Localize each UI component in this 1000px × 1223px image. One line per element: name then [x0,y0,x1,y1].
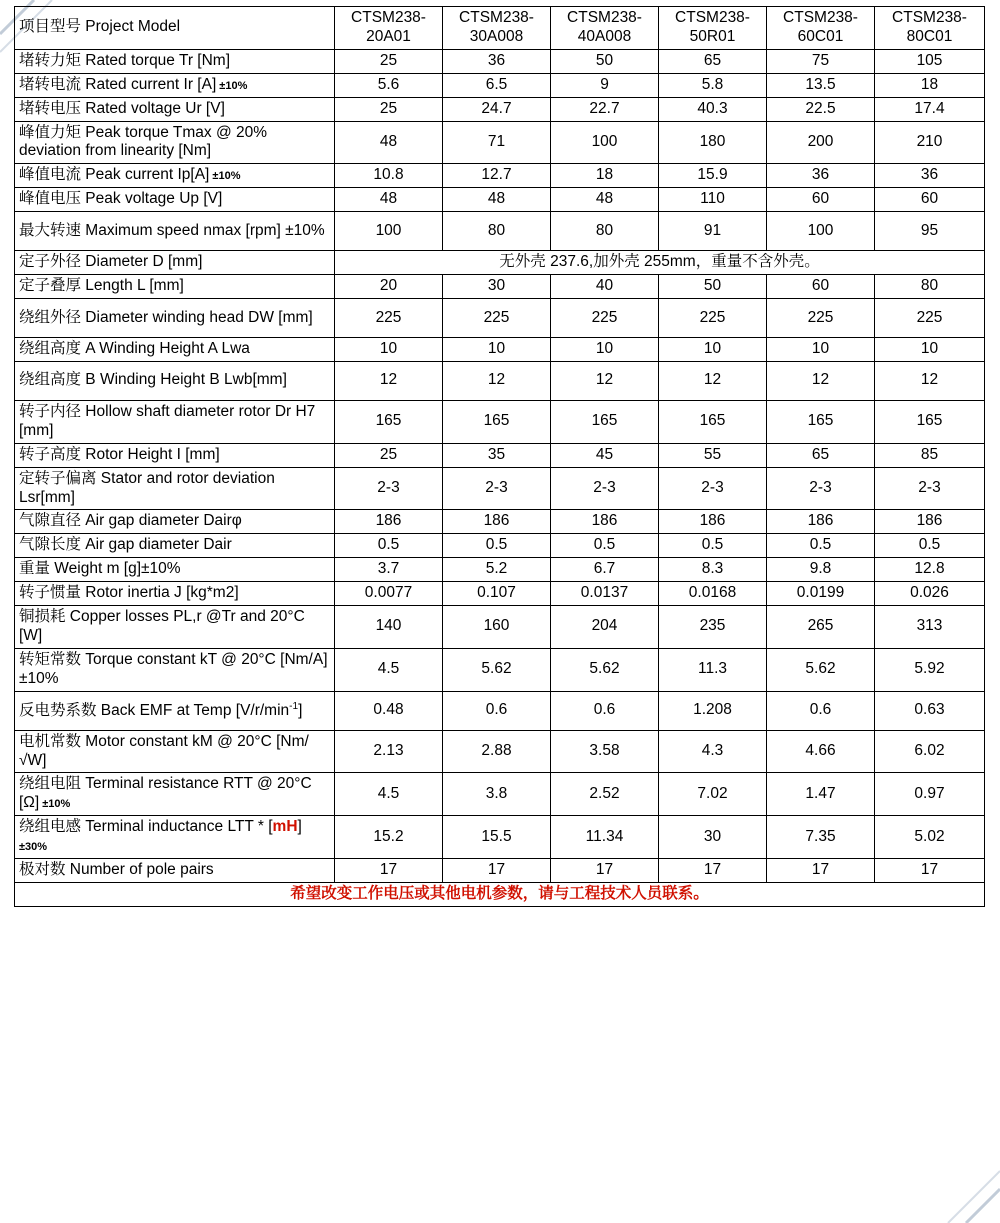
table-row [15,298,985,337]
row-value: 186 [767,510,875,534]
row-label: 峰值电压 Peak voltage Up [V] [15,188,335,212]
row-value: 9 [551,73,659,97]
row-value: 35 [443,443,551,467]
table-row [15,97,985,121]
row-value: 5.92 [875,648,985,691]
row-value: 160 [443,606,551,649]
row-label: 气隙长度 Air gap diameter Dair [15,534,335,558]
row-value: 22.7 [551,97,659,121]
row-value: 1.47 [767,773,875,816]
row-value: 80 [551,212,659,251]
row-value: 55 [659,443,767,467]
row-value: 186 [551,510,659,534]
row-label-tolerance: ±10% [216,79,248,92]
row-label: 转子惯量 Rotor inertia J [kg*m2] [15,582,335,606]
row-merged-value: 无外壳 237.6,加外壳 255mm，重量不含外壳。 [335,251,985,275]
table-row [15,606,985,649]
row-value: 12.8 [875,558,985,582]
row-value: 0.0077 [335,582,443,606]
row-value: 165 [767,400,875,443]
table-row [15,534,985,558]
row-label: 电机常数 Motor constant kM @ 20°C [Nm/√W] [15,730,335,773]
row-value: 22.5 [767,97,875,121]
row-value: 50 [659,275,767,299]
row-value: 225 [767,298,875,337]
row-value: 3.8 [443,773,551,816]
row-value: 210 [875,121,985,164]
row-label: 峰值力矩 Peak torque Tmax @ 20% deviation from linearity [Nm] [15,121,335,164]
row-value: 265 [767,606,875,649]
row-value: 5.62 [551,648,659,691]
row-value: 225 [335,298,443,337]
row-value: 10 [551,337,659,361]
header-cell-model-4: CTSM238-50R01 [659,7,767,50]
header-cell-project-model: 项目型号 Project Model [15,7,335,50]
table-footer-row [15,883,985,907]
row-value: 36 [767,164,875,188]
row-value: 12 [659,361,767,400]
row-value: 15.9 [659,164,767,188]
row-value: 2.52 [551,773,659,816]
row-label: 绕组外径 Diameter winding head DW [mm] [15,298,335,337]
row-value: 60 [767,275,875,299]
table-row [15,212,985,251]
row-label: 定子外径 Diameter D [mm] [15,251,335,275]
row-label: 堵转电压 Rated voltage Ur [V] [15,97,335,121]
row-label: 气隙直径 Air gap diameter Dairφ [15,510,335,534]
row-value: 12 [335,361,443,400]
row-label: 定子叠厚 Length L [mm] [15,275,335,299]
table-row [15,164,985,188]
row-value: 100 [551,121,659,164]
row-value: 48 [443,188,551,212]
row-value: 204 [551,606,659,649]
table-row [15,361,985,400]
row-value: 25 [335,49,443,73]
row-value: 6.02 [875,730,985,773]
row-value: 180 [659,121,767,164]
row-label: 反电势系数 Back EMF at Temp $[V/r/\min^{-1}]$ [15,691,335,730]
row-value: 11.3 [659,648,767,691]
row-label: 转矩常数 Torque constant kT @ 20°C [Nm/A] ±10% [15,648,335,691]
row-value: 17 [443,859,551,883]
row-label: 绕组电感 Terminal inductance LTT * [mH] ±30% [15,816,335,859]
row-value: 2.13 [335,730,443,773]
row-value: 5.2 [443,558,551,582]
row-value: 235 [659,606,767,649]
row-value: 225 [875,298,985,337]
row-value: 50 [551,49,659,73]
row-value: 36 [875,164,985,188]
table-row [15,251,985,275]
row-value: 10 [767,337,875,361]
row-value: 9.8 [767,558,875,582]
row-value: 10 [335,337,443,361]
row-value: 80 [875,275,985,299]
table-row [15,773,985,816]
row-value: 40.3 [659,97,767,121]
row-value: 0.0168 [659,582,767,606]
row-label-tolerance: ±30% [19,841,48,854]
row-value: 71 [443,121,551,164]
row-label: 转子内径 Hollow shaft diameter rotor Dr H7 [mm] [15,400,335,443]
header-cell-model-2: CTSM238-30A008 [443,7,551,50]
row-value: 95 [875,212,985,251]
row-label: 极对数 Number of pole pairs [15,859,335,883]
table-row [15,730,985,773]
row-value: 40 [551,275,659,299]
row-value: 48 [335,188,443,212]
row-value: 15.5 [443,816,551,859]
row-value: 0.6 [767,691,875,730]
row-value: 4.3 [659,730,767,773]
row-value: 165 [875,400,985,443]
row-label: 绕组高度 A Winding Height A Lwa [15,337,335,361]
row-value: 165 [659,400,767,443]
row-value: 110 [659,188,767,212]
row-value: 4.5 [335,773,443,816]
row-label: 转子高度 Rotor Height I [mm] [15,443,335,467]
row-value: 17 [767,859,875,883]
row-value: 3.58 [551,730,659,773]
row-value: 12 [767,361,875,400]
row-value: 2-3 [875,467,985,510]
row-value: 30 [443,275,551,299]
row-label: 铜损耗 Copper losses PL,r @Tr and 20°C [W] [15,606,335,649]
row-value: 1.208 [659,691,767,730]
table-row [15,443,985,467]
row-value: 0.0199 [767,582,875,606]
row-value: 25 [335,443,443,467]
table-row [15,691,985,730]
row-value: 200 [767,121,875,164]
table-row [15,188,985,212]
header-cell-model-5: CTSM238-60C01 [767,7,875,50]
row-value: 12.7 [443,164,551,188]
table-row [15,400,985,443]
row-value: 10 [875,337,985,361]
row-value: 60 [767,188,875,212]
row-value: 85 [875,443,985,467]
row-value: 10.8 [335,164,443,188]
row-value: 2-3 [443,467,551,510]
row-value: 5.62 [443,648,551,691]
row-label: 峰值电流 Peak current Ip[A] ±10% [15,164,335,188]
row-value: 0.5 [335,534,443,558]
row-value: 12 [443,361,551,400]
row-value: 0.5 [875,534,985,558]
row-value: 24.7 [443,97,551,121]
row-value: 17 [875,859,985,883]
row-value: 0.5 [551,534,659,558]
row-value: 0.5 [767,534,875,558]
row-value: 65 [767,443,875,467]
table-row [15,467,985,510]
row-label: 堵转力矩 Rated torque Tr [Nm] [15,49,335,73]
header-cell-model-1: CTSM238-20A01 [335,7,443,50]
footer-note: 希望改变工作电压或其他电机参数，请与工程技术人员联系。 [15,883,985,907]
header-cell-model-6: CTSM238-80C01 [875,7,985,50]
row-value: 0.48 [335,691,443,730]
row-value: 100 [335,212,443,251]
table-row [15,582,985,606]
row-value: 17 [335,859,443,883]
row-value: 186 [443,510,551,534]
row-label-tolerance: ±10% [209,170,241,183]
row-value: 0.5 [659,534,767,558]
row-value: 5.6 [335,73,443,97]
row-value: 7.35 [767,816,875,859]
row-value: 186 [335,510,443,534]
spec-sheet [14,6,984,907]
row-value: 5.8 [659,73,767,97]
row-value: 15.2 [335,816,443,859]
row-value: 225 [659,298,767,337]
row-value: 65 [659,49,767,73]
row-value: 18 [875,73,985,97]
row-value: 4.5 [335,648,443,691]
row-value: 13.5 [767,73,875,97]
table-row [15,558,985,582]
table-row [15,49,985,73]
row-value: 313 [875,606,985,649]
page-corner-mark-bottom-right [940,1163,1000,1223]
row-label: 最大转速 Maximum speed nmax [rpm] ±10% [15,212,335,251]
table-row [15,121,985,164]
table-row [15,510,985,534]
row-label: 定转子偏离 Stator and rotor deviation Lsr[mm] [15,467,335,510]
row-value: 2-3 [551,467,659,510]
row-value: 60 [875,188,985,212]
row-value: 48 [551,188,659,212]
row-label: 重量 Weight m [g]±10% [15,558,335,582]
row-label: 堵转电流 Rated current Ir [A] ±10% [15,73,335,97]
row-label-tolerance: ±10% [39,798,71,811]
row-value: 80 [443,212,551,251]
table-row [15,859,985,883]
row-value: 36 [443,49,551,73]
row-value: 2-3 [335,467,443,510]
row-value: 18 [551,164,659,188]
row-value: 11.34 [551,816,659,859]
row-value: 10 [443,337,551,361]
row-value: 225 [551,298,659,337]
row-value: 0.107 [443,582,551,606]
row-value: 165 [443,400,551,443]
row-value: 25 [335,97,443,121]
row-value: 8.3 [659,558,767,582]
row-value: 30 [659,816,767,859]
row-value: 105 [875,49,985,73]
table-row [15,648,985,691]
row-label: 绕组高度 B Winding Height B Lwb[mm] [15,361,335,400]
row-label: 绕组电阻 Terminal resistance RTT @ 20°C [Ω] ±10% [15,773,335,816]
row-value: 45 [551,443,659,467]
row-value: 186 [659,510,767,534]
row-value: 140 [335,606,443,649]
row-value: 0.5 [443,534,551,558]
header-cell-model-3: CTSM238-40A008 [551,7,659,50]
row-value: 0.97 [875,773,985,816]
row-value: 3.7 [335,558,443,582]
row-value: 225 [443,298,551,337]
motor-spec-table [14,6,985,907]
row-value: 12 [875,361,985,400]
row-value: 4.66 [767,730,875,773]
table-row [15,275,985,299]
row-value: 10 [659,337,767,361]
table-row [15,73,985,97]
row-value: 5.62 [767,648,875,691]
row-value: 75 [767,49,875,73]
row-value: 6.5 [443,73,551,97]
row-value: 0.026 [875,582,985,606]
row-value: 2.88 [443,730,551,773]
row-value: 17 [659,859,767,883]
row-value: 165 [335,400,443,443]
row-value: 100 [767,212,875,251]
table-row [15,337,985,361]
row-value: 6.7 [551,558,659,582]
row-value: 7.02 [659,773,767,816]
row-value: 48 [335,121,443,164]
row-value: 165 [551,400,659,443]
row-value: 17.4 [875,97,985,121]
table-header-row [15,7,985,50]
row-value: 20 [335,275,443,299]
row-value: 0.6 [443,691,551,730]
row-value: 0.0137 [551,582,659,606]
row-value: 0.6 [551,691,659,730]
row-value: 2-3 [659,467,767,510]
row-value: 2-3 [767,467,875,510]
row-value: 17 [551,859,659,883]
table-row [15,816,985,859]
row-value: 186 [875,510,985,534]
row-value: 0.63 [875,691,985,730]
row-value: 91 [659,212,767,251]
row-value: 12 [551,361,659,400]
row-value: 5.02 [875,816,985,859]
